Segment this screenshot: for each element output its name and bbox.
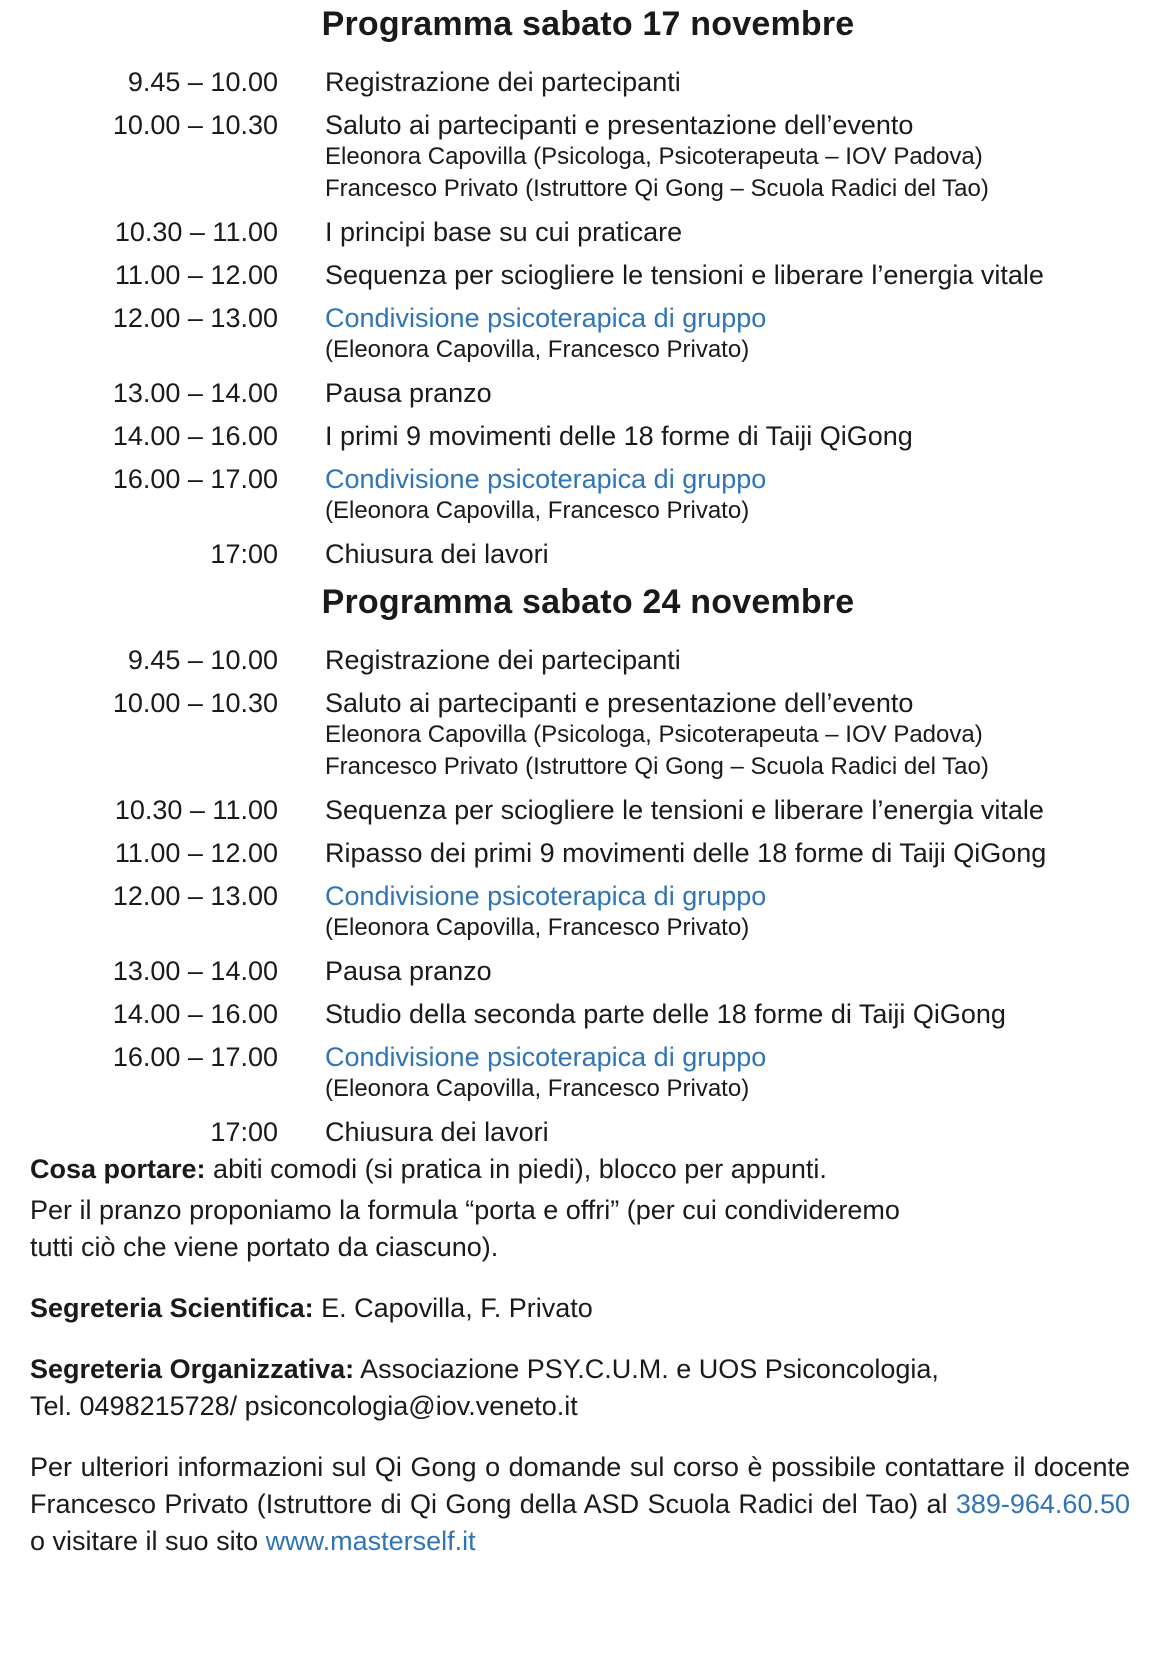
activity-title: Ripasso dei primi 9 movimenti delle 18 forme di Taiji QiGong <box>325 838 1047 868</box>
schedule-row <box>0 955 1176 987</box>
activity-block <box>325 1116 1145 1148</box>
activity-block <box>325 687 1145 783</box>
time-slot: 16.00 – 17.00 <box>112 464 278 494</box>
organizing-label: Segreteria Organizzativa: <box>30 1354 355 1384</box>
activity-title: Condivisione psicoterapica di gruppo <box>325 881 767 911</box>
more-info-paragraph <box>30 1449 1130 1560</box>
activity-title: Studio della seconda parte delle 18 forme di Taiji QiGong <box>325 999 1006 1029</box>
activity-title: Pausa pranzo <box>325 378 492 408</box>
activity-block <box>325 955 1145 987</box>
activity-block <box>325 880 1145 944</box>
activity-block <box>325 1041 1145 1105</box>
schedule-row <box>0 644 1176 676</box>
activity-note: (Eleonora Capovilla, Francesco Privato) <box>325 336 750 363</box>
activity-title: I primi 9 movimenti delle 18 forme di Taiji QiGong <box>325 421 913 451</box>
schedule-row <box>0 216 1176 248</box>
time-slot: 10.30 – 11.00 <box>114 217 278 247</box>
time-slot: 9.45 – 10.00 <box>127 645 278 675</box>
schedule-row <box>0 1116 1176 1148</box>
organizing-contact: Tel. 0498215728/ psiconcologia@iov.veneto.it <box>30 1391 578 1421</box>
activity-note: (Eleonora Capovilla, Francesco Privato) <box>325 914 750 941</box>
activity-block <box>325 109 1145 205</box>
activity-block <box>325 216 1145 248</box>
activity-block <box>325 420 1145 452</box>
day-title: Programma sabato 17 novembre <box>321 5 855 43</box>
schedule-row <box>0 463 1176 527</box>
activity-block <box>325 644 1145 676</box>
time-slot: 11.00 – 12.00 <box>114 838 278 868</box>
schedule-row <box>0 837 1176 869</box>
bring-label: Cosa portare: <box>30 1154 206 1184</box>
activity-title: Chiusura dei lavori <box>325 539 549 569</box>
time-slot: 14.00 – 16.00 <box>112 421 278 451</box>
time-slot: 14.00 – 16.00 <box>112 999 278 1029</box>
lunch-line-1: Per il pranzo proponiamo la formula “porta e offri” (per cui condivideremo <box>30 1195 900 1225</box>
schedule-row <box>0 420 1176 452</box>
activity-title: Sequenza per sciogliere le tensioni e liberare l’energia vitale <box>325 260 1044 290</box>
time-slot: 11.00 – 12.00 <box>114 260 278 290</box>
activity-title: Chiusura dei lavori <box>325 1117 549 1147</box>
activity-block <box>325 998 1145 1030</box>
time-slot: 17:00 <box>210 539 278 569</box>
bring-text: abiti comodi (si pratica in piedi), blocco per appunti. <box>205 1154 827 1184</box>
organizing-text: Associazione PSY.C.U.M. e UOS Psiconcologia, <box>354 1354 939 1384</box>
day-program-2 <box>0 578 1176 1148</box>
website-link[interactable]: www.masterself.it <box>265 1526 476 1556</box>
lunch-paragraph <box>30 1192 1130 1266</box>
activity-note: Eleonora Capovilla (Psicologa, Psicoterapeuta – IOV Padova) <box>325 143 983 170</box>
activity-note: (Eleonora Capovilla, Francesco Privato) <box>325 497 750 524</box>
activity-block <box>325 538 1145 570</box>
activity-note: Eleonora Capovilla (Psicologa, Psicoterapeuta – IOV Padova) <box>325 721 983 748</box>
time-slot: 13.00 – 14.00 <box>112 956 278 986</box>
activity-title: Saluto ai partecipanti e presentazione dell’evento <box>325 110 914 140</box>
activity-block <box>325 377 1145 409</box>
scientific-label: Segreteria Scientifica: <box>30 1293 314 1323</box>
more-info-text: Per ulteriori informazioni sul Qi Gong o domande sul corso è possibile contattare il docente Francesco Privato (Istruttore di Qi Gong della ASD Scuola Radici del Tao) al <box>30 1452 1130 1519</box>
schedule-list <box>0 66 1176 570</box>
schedule-row <box>0 880 1176 944</box>
time-slot: 10.00 – 10.30 <box>112 688 278 718</box>
scientific-secretariat <box>30 1290 1130 1327</box>
activity-block <box>325 302 1145 366</box>
activity-title: Condivisione psicoterapica di gruppo <box>325 303 767 333</box>
schedule-row <box>0 538 1176 570</box>
time-slot: 12.00 – 13.00 <box>112 303 278 333</box>
schedule-row <box>0 259 1176 291</box>
activity-title: Sequenza per sciogliere le tensioni e liberare l’energia vitale <box>325 795 1044 825</box>
activity-note: Francesco Privato (Istruttore Qi Gong – Scuola Radici del Tao) <box>325 175 989 202</box>
schedule-row <box>0 998 1176 1030</box>
time-slot: 16.00 – 17.00 <box>112 1042 278 1072</box>
activity-title: Condivisione psicoterapica di gruppo <box>325 1042 767 1072</box>
schedule-row <box>0 66 1176 98</box>
activity-note: Francesco Privato (Istruttore Qi Gong – Scuola Radici del Tao) <box>325 753 989 780</box>
activity-title: Registrazione dei partecipanti <box>325 67 681 97</box>
activity-block <box>325 66 1145 98</box>
more-info-mid: o visitare il suo sito <box>30 1526 266 1556</box>
activity-title: I principi base su cui praticare <box>325 217 683 247</box>
lunch-line-2: tutti ciò che viene portato da ciascuno). <box>30 1232 499 1262</box>
day-program-1 <box>0 0 1176 570</box>
schedule-row <box>0 377 1176 409</box>
time-slot: 10.00 – 10.30 <box>112 110 278 140</box>
scientific-text: E. Capovilla, F. Privato <box>313 1293 593 1323</box>
info-section <box>30 1151 1130 1560</box>
activity-block <box>325 794 1145 826</box>
organizing-secretariat <box>30 1351 1130 1425</box>
time-slot: 13.00 – 14.00 <box>112 378 278 408</box>
activity-block <box>325 837 1145 869</box>
activity-title: Condivisione psicoterapica di gruppo <box>325 464 767 494</box>
bring-paragraph <box>30 1151 1130 1188</box>
activity-note: (Eleonora Capovilla, Francesco Privato) <box>325 1075 750 1102</box>
schedule-list <box>0 644 1176 1148</box>
schedule-row <box>0 302 1176 366</box>
phone-link[interactable]: 389-964.60.50 <box>955 1489 1130 1519</box>
schedule-row <box>0 687 1176 783</box>
schedule-row <box>0 109 1176 205</box>
activity-title: Pausa pranzo <box>325 956 492 986</box>
time-slot: 9.45 – 10.00 <box>127 67 278 97</box>
schedule-row <box>0 1041 1176 1105</box>
time-slot: 12.00 – 13.00 <box>112 881 278 911</box>
activity-block <box>325 463 1145 527</box>
activity-block <box>325 259 1145 291</box>
activity-title: Registrazione dei partecipanti <box>325 645 681 675</box>
activity-title: Saluto ai partecipanti e presentazione dell’evento <box>325 688 914 718</box>
day-title: Programma sabato 24 novembre <box>321 583 855 621</box>
schedule-row <box>0 794 1176 826</box>
time-slot: 17:00 <box>210 1117 278 1147</box>
time-slot: 10.30 – 11.00 <box>114 795 278 825</box>
